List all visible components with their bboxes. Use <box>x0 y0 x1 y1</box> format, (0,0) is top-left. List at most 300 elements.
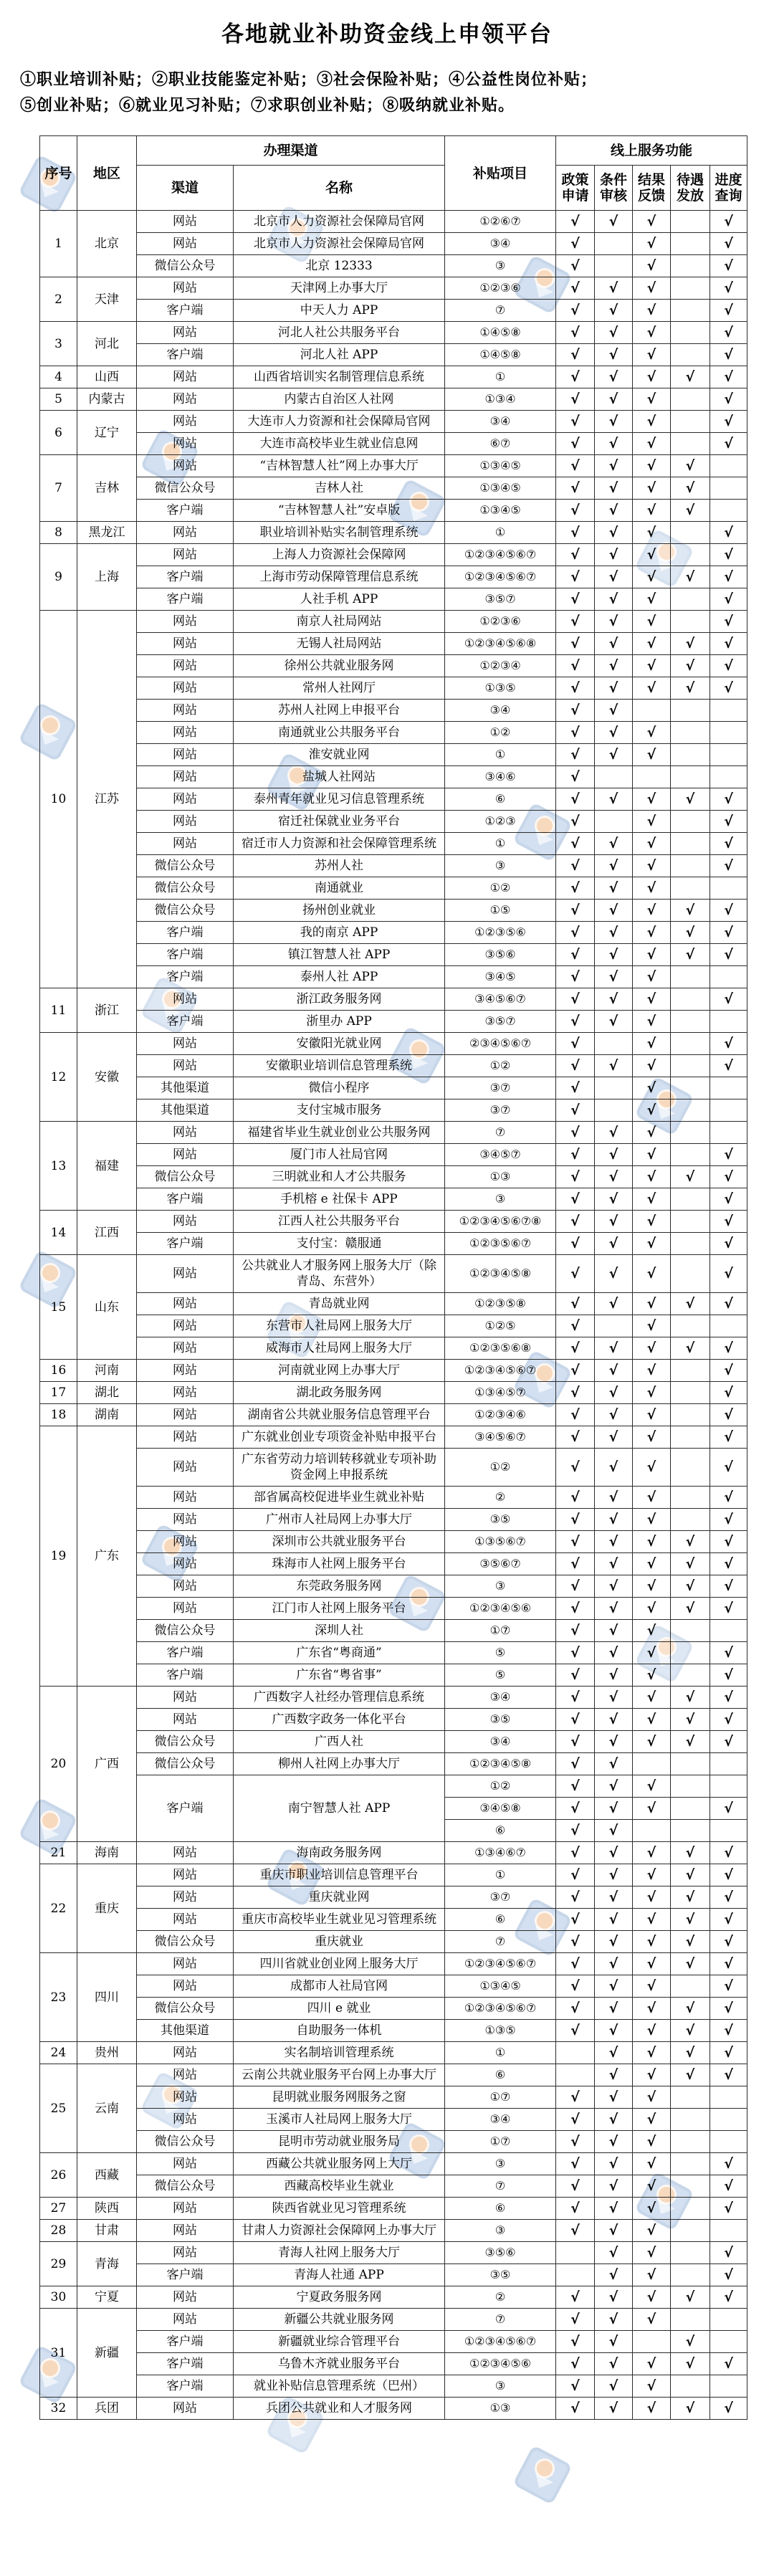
channel-cell: 客户端 <box>137 2353 234 2375</box>
platform-cell: 厦门市人社局官网 <box>234 1144 445 1166</box>
channel-cell: 网站 <box>137 2220 234 2242</box>
platform-cell: “吉林智慧人社”网上办事大厅 <box>234 455 445 477</box>
check-cell: √ <box>710 1642 747 1664</box>
check-cell: √ <box>710 211 747 233</box>
table-row <box>40 1233 747 1255</box>
subsidy-cell: ①③④⑤ <box>445 500 556 522</box>
check-cell: √ <box>595 2286 633 2309</box>
subsidy-cell: ⑥ <box>445 2064 556 2086</box>
check-cell: √ <box>595 1426 633 1449</box>
channel-cell: 网站 <box>137 811 234 833</box>
table-row <box>40 2042 747 2064</box>
region-cell: 重庆 <box>77 1864 137 1953</box>
subsidy-legend <box>20 67 774 118</box>
check-cell: √ <box>556 1909 595 1931</box>
table-row <box>40 2309 747 2331</box>
check-cell: √ <box>671 1166 710 1188</box>
subsidy-cell: ①③⑤ <box>445 677 556 700</box>
platform-cell: 福建省毕业生就业创业公共服务网 <box>234 1122 445 1144</box>
check-cell: √ <box>556 1404 595 1426</box>
check-cell: √ <box>595 988 633 1011</box>
subsidy-cell: ③④ <box>445 233 556 255</box>
check-cell: √ <box>633 1709 671 1731</box>
check-cell <box>595 1099 633 1122</box>
subsidy-cell: ⑦ <box>445 1122 556 1144</box>
check-cell: √ <box>595 1404 633 1426</box>
watermark-stamp-icon <box>516 2448 569 2501</box>
subsidy-cell: ③ <box>445 1575 556 1598</box>
header-service-result-feedback: 结果反馈 <box>633 166 671 211</box>
check-cell <box>710 966 747 988</box>
check-cell: √ <box>710 566 747 588</box>
channel-cell: 网站 <box>137 833 234 855</box>
subsidy-cell: ①③⑤ <box>445 2020 556 2042</box>
check-cell: √ <box>633 1975 671 1998</box>
check-cell: √ <box>556 811 595 833</box>
seq-cell: 4 <box>40 366 77 388</box>
check-cell: √ <box>633 411 671 433</box>
platform-cell: 西藏高校毕业生就业 <box>234 2175 445 2198</box>
check-cell: √ <box>633 277 671 300</box>
channel-cell: 微信公众号 <box>137 877 234 900</box>
platform-cell: 重庆市高校毕业生就业见习管理系统 <box>234 1909 445 1931</box>
check-cell: √ <box>556 1011 595 1033</box>
platform-cell: 广州市人社局网上办事大厅 <box>234 1509 445 1531</box>
channel-cell: 网站 <box>137 1255 234 1293</box>
check-cell <box>710 455 747 477</box>
check-cell: √ <box>556 788 595 811</box>
channel-cell: 网站 <box>137 1033 234 1055</box>
check-cell <box>556 2064 595 2086</box>
check-cell: √ <box>595 2220 633 2242</box>
channel-cell: 网站 <box>137 1687 234 1709</box>
check-cell: √ <box>556 1642 595 1664</box>
channel-cell: 客户端 <box>137 1775 234 1842</box>
table-row <box>40 1077 747 1099</box>
subsidy-cell: ①②③④⑤⑥ <box>445 1598 556 1620</box>
check-cell: √ <box>710 2175 747 2198</box>
check-cell: √ <box>556 900 595 922</box>
platform-cell: 安徽职业培训信息管理系统 <box>234 1055 445 1077</box>
check-cell <box>671 1382 710 1404</box>
channel-cell: 网站 <box>137 744 234 766</box>
check-cell: √ <box>633 1077 671 1099</box>
check-cell: √ <box>556 1337 595 1360</box>
check-cell: √ <box>633 455 671 477</box>
table-row <box>40 1687 747 1709</box>
check-cell: √ <box>710 1975 747 1998</box>
table-row <box>40 255 747 277</box>
check-cell: √ <box>633 1487 671 1509</box>
subsidy-cell: ①②③⑥ <box>445 277 556 300</box>
channel-cell: 网站 <box>137 1909 234 1931</box>
table-row <box>40 766 747 788</box>
check-cell: √ <box>710 922 747 944</box>
subsidy-cell: ①②③④⑤⑥⑦ <box>445 1953 556 1975</box>
check-cell: √ <box>633 1449 671 1487</box>
check-cell: √ <box>671 1731 710 1753</box>
check-cell: √ <box>595 1255 633 1293</box>
platform-cell: 南通就业公共服务平台 <box>234 722 445 744</box>
check-cell: √ <box>556 1998 595 2020</box>
check-cell: √ <box>595 433 633 455</box>
check-cell <box>671 1775 710 1798</box>
seq-cell: 20 <box>40 1687 77 1842</box>
subsidy-cell: ①⑦ <box>445 2131 556 2153</box>
check-cell: √ <box>633 988 671 1011</box>
table-row <box>40 1122 747 1144</box>
check-cell: √ <box>556 1731 595 1753</box>
subsidy-cell: ① <box>445 366 556 388</box>
platform-cell: 重庆就业网 <box>234 1886 445 1909</box>
table-row <box>40 1404 747 1426</box>
check-cell: √ <box>595 2153 633 2175</box>
subsidy-cell: ①③④⑤ <box>445 477 556 500</box>
check-cell: √ <box>710 1449 747 1487</box>
subsidy-cell: ③⑤⑦ <box>445 1011 556 1033</box>
table-row <box>40 1731 747 1753</box>
check-cell: √ <box>633 300 671 322</box>
check-cell: √ <box>633 2375 671 2398</box>
platform-cell: 广东省劳动力培训转移就业专项补助资金网上申报系统 <box>234 1449 445 1487</box>
check-cell: √ <box>556 1077 595 1099</box>
check-cell: √ <box>710 588 747 611</box>
check-cell: √ <box>556 611 595 633</box>
subsidy-cell: ①②③④⑤⑥ <box>445 2353 556 2375</box>
check-cell: √ <box>556 1255 595 1293</box>
check-cell: √ <box>556 255 595 277</box>
region-cell: 河北 <box>77 322 137 366</box>
channel-cell: 网站 <box>137 2109 234 2131</box>
subsidy-cell: ③ <box>445 2375 556 2398</box>
check-cell <box>633 2331 671 2353</box>
subsidy-cell: ③⑤⑦ <box>445 588 556 611</box>
channel-cell: 网站 <box>137 322 234 344</box>
check-cell: √ <box>556 2198 595 2220</box>
check-cell: √ <box>595 1731 633 1753</box>
check-cell <box>671 1664 710 1687</box>
table-row <box>40 1011 747 1033</box>
check-cell: √ <box>556 1798 595 1820</box>
header-service-condition-review: 条件审核 <box>595 166 633 211</box>
channel-cell: 客户端 <box>137 588 234 611</box>
check-cell: √ <box>595 344 633 366</box>
check-cell: √ <box>710 1886 747 1909</box>
channel-cell: 其他渠道 <box>137 1077 234 1099</box>
platform-cell: 江西人社公共服务平台 <box>234 1211 445 1233</box>
platform-cell: 公共就业人才服务网上服务大厅（除青岛、东营外） <box>234 1255 445 1293</box>
check-cell: √ <box>595 1233 633 1255</box>
table-row <box>40 1360 747 1382</box>
check-cell <box>671 1055 710 1077</box>
region-cell: 海南 <box>77 1842 137 1864</box>
platform-cell: 盐城人社网站 <box>234 766 445 788</box>
check-cell: √ <box>556 2153 595 2175</box>
check-cell: √ <box>595 588 633 611</box>
header-region: 地区 <box>77 136 137 211</box>
region-cell: 福建 <box>77 1122 137 1211</box>
check-cell: √ <box>710 1798 747 1820</box>
table-row <box>40 1598 747 1620</box>
check-cell: √ <box>710 1664 747 1687</box>
check-cell <box>671 2220 710 2242</box>
table-row <box>40 300 747 322</box>
check-cell: √ <box>671 788 710 811</box>
check-cell: √ <box>710 255 747 277</box>
check-cell: √ <box>556 2375 595 2398</box>
channel-cell: 网站 <box>137 1487 234 1509</box>
check-cell <box>671 2175 710 2198</box>
check-cell: √ <box>595 2375 633 2398</box>
check-cell: √ <box>633 1998 671 2020</box>
check-cell <box>710 877 747 900</box>
seq-cell: 15 <box>40 1255 77 1360</box>
check-cell: √ <box>595 1487 633 1509</box>
check-cell <box>710 1315 747 1337</box>
channel-cell: 网站 <box>137 522 234 544</box>
channel-cell: 客户端 <box>137 300 234 322</box>
region-cell: 西藏 <box>77 2153 137 2198</box>
subsidy-cell: ③④⑤⑥⑦ <box>445 988 556 1011</box>
check-cell: √ <box>556 366 595 388</box>
check-cell <box>710 1753 747 1775</box>
check-cell <box>671 1642 710 1664</box>
check-cell: √ <box>595 1798 633 1820</box>
channel-cell: 客户端 <box>137 1011 234 1033</box>
check-cell: √ <box>633 1842 671 1864</box>
table-row <box>40 1255 747 1293</box>
platform-cell: 四川省就业创业网上服务大厅 <box>234 1953 445 1975</box>
check-cell <box>710 477 747 500</box>
check-cell: √ <box>595 2331 633 2353</box>
check-cell: √ <box>595 500 633 522</box>
channel-cell: 网站 <box>137 2086 234 2109</box>
check-cell <box>671 1255 710 1293</box>
check-cell: √ <box>633 2242 671 2264</box>
check-cell <box>633 766 671 788</box>
check-cell: √ <box>710 1909 747 1931</box>
channel-cell: 网站 <box>137 433 234 455</box>
subsidy-cell: ③④ <box>445 411 556 433</box>
platform-cell: 山西省培训实名制管理信息系统 <box>234 366 445 388</box>
check-cell: √ <box>556 1188 595 1211</box>
check-cell: √ <box>633 1404 671 1426</box>
platform-cell: 内蒙古自治区人社网 <box>234 388 445 411</box>
platform-cell: 昆明就业服务网服务之窗 <box>234 2086 445 2109</box>
subsidy-cell: ① <box>445 744 556 766</box>
check-cell: √ <box>556 411 595 433</box>
platform-cell: 上海市劳动保障管理信息系统 <box>234 566 445 588</box>
check-cell: √ <box>633 1575 671 1598</box>
channel-cell: 网站 <box>137 2398 234 2420</box>
channel-cell: 网站 <box>137 1404 234 1426</box>
subsidy-cell: ①② <box>445 1775 556 1798</box>
subsidy-cell: ①②③④⑥ <box>445 1404 556 1426</box>
subsidy-cell: ③④⑤ <box>445 966 556 988</box>
check-cell: √ <box>556 2175 595 2198</box>
subsidy-cell: ③④ <box>445 2109 556 2131</box>
channel-cell: 网站 <box>137 2198 234 2220</box>
check-cell: √ <box>710 611 747 633</box>
seq-cell: 2 <box>40 277 77 322</box>
check-cell: √ <box>556 1033 595 1055</box>
channel-cell: 网站 <box>137 633 234 655</box>
check-cell <box>671 611 710 633</box>
check-cell: √ <box>595 1842 633 1864</box>
platform-cell: 广东省“粤商通” <box>234 1642 445 1664</box>
check-cell: √ <box>556 1360 595 1382</box>
subsidy-cell: ①②③⑤⑥⑦ <box>445 1233 556 1255</box>
platform-cell: 大连市高校毕业生就业信息网 <box>234 433 445 455</box>
platform-cell: 湖南省公共就业服务信息管理平台 <box>234 1404 445 1426</box>
check-cell: √ <box>633 1775 671 1798</box>
check-cell: √ <box>710 1998 747 2020</box>
platform-cell: 广西数字人社经办管理信息系统 <box>234 1687 445 1709</box>
header-service-progress-query: 进度查询 <box>710 166 747 211</box>
subsidy-cell: ①②③④ <box>445 655 556 677</box>
check-cell: √ <box>595 1864 633 1886</box>
channel-cell: 客户端 <box>137 2331 234 2353</box>
seq-cell: 30 <box>40 2286 77 2309</box>
check-cell: √ <box>633 655 671 677</box>
subsidy-cell: ②③④⑤⑥⑦ <box>445 1033 556 1055</box>
page-title: 各地就业补助资金线上申领平台 <box>221 22 553 47</box>
check-cell <box>671 388 710 411</box>
region-cell: 广西 <box>77 1687 137 1842</box>
check-cell: √ <box>595 1642 633 1664</box>
subsidy-cell: ③⑤⑥⑦ <box>445 1553 556 1575</box>
subsidy-cell: ② <box>445 2286 556 2309</box>
check-cell: √ <box>710 1709 747 1731</box>
check-cell: √ <box>595 522 633 544</box>
table-row <box>40 855 747 877</box>
check-cell: √ <box>556 2309 595 2331</box>
check-cell: √ <box>710 544 747 566</box>
table-row <box>40 677 747 700</box>
check-cell: √ <box>633 1531 671 1553</box>
check-cell: √ <box>595 366 633 388</box>
platform-cell: 支付宝：赣服通 <box>234 1233 445 1255</box>
check-cell: √ <box>710 2398 747 2420</box>
check-cell: √ <box>556 2353 595 2375</box>
check-cell <box>671 1509 710 1531</box>
platform-cell: 海南政务服务网 <box>234 1842 445 1864</box>
check-cell <box>671 2375 710 2398</box>
check-cell: √ <box>710 2153 747 2175</box>
platform-cell: 浙里办 APP <box>234 1011 445 1033</box>
check-cell: √ <box>595 1931 633 1953</box>
check-cell: √ <box>595 1509 633 1531</box>
check-cell <box>671 1798 710 1820</box>
platform-cell: 广西人社 <box>234 1731 445 1753</box>
channel-cell: 微信公众号 <box>137 1998 234 2020</box>
check-cell: √ <box>671 1293 710 1315</box>
check-cell: √ <box>633 1255 671 1293</box>
check-cell: √ <box>595 1998 633 2020</box>
check-cell: √ <box>595 677 633 700</box>
check-cell: √ <box>556 1315 595 1337</box>
channel-cell: 客户端 <box>137 2375 234 2398</box>
check-cell: √ <box>710 1211 747 1233</box>
platform-cell: 昆明市劳动就业服务局 <box>234 2131 445 2153</box>
check-cell: √ <box>710 388 747 411</box>
check-cell: √ <box>633 877 671 900</box>
platform-cell: 大连市人力资源和社会保障局官网 <box>234 411 445 433</box>
check-cell: √ <box>710 2242 747 2264</box>
table-row <box>40 2064 747 2086</box>
check-cell: √ <box>710 677 747 700</box>
table-row <box>40 988 747 1011</box>
check-cell: √ <box>595 1775 633 1798</box>
table-row <box>40 566 747 588</box>
table-row <box>40 366 747 388</box>
table-row <box>40 2286 747 2309</box>
subsidy-cell: ③⑦ <box>445 1099 556 1122</box>
check-cell: √ <box>633 2220 671 2242</box>
table-row <box>40 1553 747 1575</box>
check-cell: √ <box>633 566 671 588</box>
check-cell: √ <box>556 1775 595 1798</box>
table-row <box>40 877 747 900</box>
table-row <box>40 1509 747 1531</box>
check-cell: √ <box>556 300 595 322</box>
check-cell: √ <box>595 1709 633 1731</box>
platform-cell: 玉溪市人社局网上服务大厅 <box>234 2109 445 2131</box>
platform-cell: 安徽阳光就业网 <box>234 1033 445 1055</box>
platform-cell: 青岛就业网 <box>234 1293 445 1315</box>
check-cell <box>671 522 710 544</box>
check-cell <box>671 544 710 566</box>
check-cell: √ <box>595 455 633 477</box>
table-row <box>40 966 747 988</box>
legend-line-1: ①职业培训补贴；②职业技能鉴定补贴；③社会保险补贴；④公益性岗位补贴； <box>20 70 598 89</box>
platform-cell: 职业培训补贴实名制管理系统 <box>234 522 445 544</box>
check-cell: √ <box>595 900 633 922</box>
seq-cell: 31 <box>40 2309 77 2398</box>
subsidy-cell: ①②③⑤⑥⑧ <box>445 1337 556 1360</box>
subsidy-cell: ①③ <box>445 2398 556 2420</box>
check-cell: √ <box>633 1382 671 1404</box>
check-cell: √ <box>710 366 747 388</box>
table-row <box>40 411 747 433</box>
platform-cell: 珠海市人社网上服务平台 <box>234 1553 445 1575</box>
table-row <box>40 1842 747 1864</box>
check-cell: √ <box>556 1575 595 1598</box>
table-row <box>40 1575 747 1598</box>
table-row <box>40 1709 747 1731</box>
check-cell: √ <box>556 1531 595 1553</box>
platform-cell: 湖北政务服务网 <box>234 1382 445 1404</box>
header-service-group: 线上服务功能 <box>556 136 747 166</box>
seq-cell: 7 <box>40 455 77 522</box>
subsidy-cell: ①③④⑤⑦ <box>445 1382 556 1404</box>
table-row <box>40 922 747 944</box>
check-cell: √ <box>595 966 633 988</box>
subsidy-cell: ⑦ <box>445 2309 556 2331</box>
channel-cell: 网站 <box>137 1315 234 1337</box>
platform-cell: 宿迁市人力资源和社会保障管理系统 <box>234 833 445 855</box>
channel-cell: 网站 <box>137 2286 234 2309</box>
check-cell: √ <box>671 1553 710 1575</box>
check-cell: √ <box>595 1753 633 1775</box>
channel-cell: 客户端 <box>137 1664 234 1687</box>
check-cell: √ <box>595 2309 633 2331</box>
channel-cell: 微信公众号 <box>137 1731 234 1753</box>
check-cell: √ <box>633 1033 671 1055</box>
check-cell: √ <box>633 1931 671 1953</box>
check-cell <box>595 1033 633 1055</box>
channel-cell: 微信公众号 <box>137 255 234 277</box>
